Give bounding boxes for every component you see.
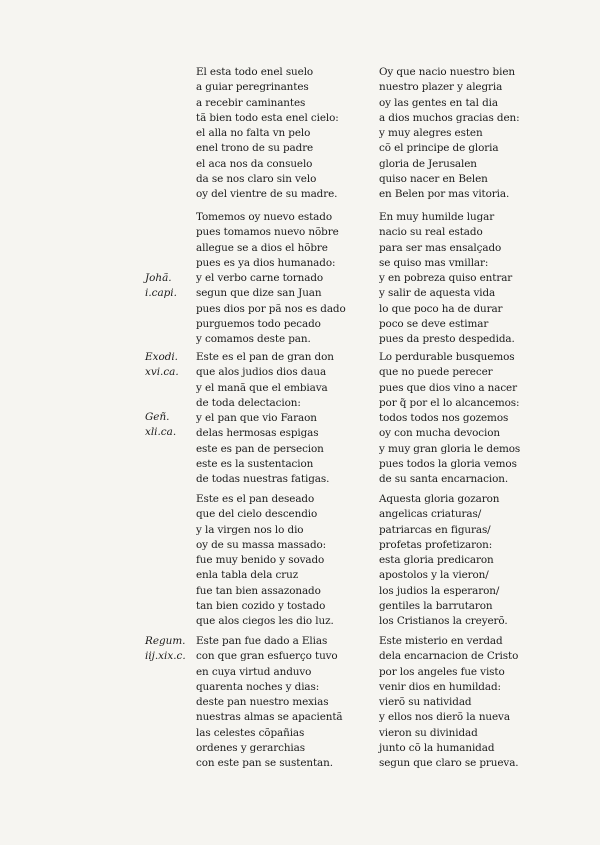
verse-line: enla tabla dela cruz [196,569,299,582]
verse-line: el aca nos da consuelo [196,157,313,170]
verse-line: deste pan nuestro mexias [196,696,329,709]
verse-line: oy las gentes en tal dia [379,96,498,109]
verse-line: de todas nuestras fatigas. [196,473,330,486]
verse-line: quarenta noches y dias: [196,680,320,693]
verse-line: y salir de aquesta vida [379,287,496,300]
verse-line: quiso nacer en Belen [379,173,488,186]
left-stanza-5 [196,634,371,772]
right-stanza-1 [379,65,539,203]
verse-line: con que gran esfuerço tuvo [196,650,338,663]
verse-line: para ser mas ensalçado [379,241,502,254]
verse-line: nacio su real estado [379,226,483,239]
verse-line: nuestras almas se apacientã [196,711,343,724]
verse-line: da se nos claro sin velo [196,173,317,186]
left-stanza-4 [196,492,371,630]
verse-line: segun que claro se prueva. [379,757,519,770]
verse-line: pues que dios vino a nacer [379,381,517,394]
verse-line: oy de su massa massado: [196,538,327,551]
verse-line: pues es ya dios humanado: [196,256,336,269]
verse-line: apostolos y la vieron/ [379,569,489,582]
verse-line: este es la sustentacion [196,458,314,471]
verse-line: con este pan se sustentan. [196,757,333,770]
verse-line: gloria de Jerusalen [379,157,477,170]
verse-line: venir dios en humildad: [379,680,501,693]
verse-line: oy con mucha devocion [379,427,500,440]
verse-line: purguemos todo pecado [196,318,321,331]
verse-line: el alla no falta vn pelo [196,127,311,140]
verse-line: fue muy benido y sovado [196,554,325,567]
verse-line: oy del vientre de su madre. [196,188,338,201]
note-line: Exodi. [145,351,178,363]
note-line: Regum. [145,635,186,647]
verse-line: y el verbo carne tornado [196,272,324,285]
right-stanza-5 [379,634,539,772]
verse-line: y ellos nos dierõ la nueva [379,711,510,724]
right-stanza-3 [379,350,539,488]
verse-line: tã bien todo esta enel cielo: [196,111,339,124]
left-stanza-1 [196,65,371,203]
verse-line: vierõ su natividad [379,696,472,709]
verse-line: pues todos la gloria vemos [379,458,517,471]
margin-note-exodi [145,350,193,381]
verse-line: a guiar peregrinantes [196,81,309,94]
note-line: Johã. [145,272,172,284]
verse-line: Aquesta gloria gozaron [379,493,500,505]
verse-line: enel trono de su padre [196,142,314,155]
verse-line: patriarcas en figuras/ [379,523,491,536]
verse-line: Tomemos oy nuevo estado [196,211,332,223]
verse-line: y comamos deste pan. [196,333,311,346]
verse-line: allegue se a dios el hõbre [196,241,328,254]
verse-line: segun que dize san Juan [196,287,322,300]
verse-line: ordenes y gerarchias [196,742,305,755]
note-line: i.capi. [145,287,177,300]
verse-line: pues dios por pã nos es dado [196,302,346,315]
verse-line: Lo perdurable busquemos [379,351,515,363]
verse-line: tan bien cozido y tostado [196,600,326,613]
verse-line: Este misterio en verdad [379,635,503,647]
verse-line: los Cristianos la creyerõ. [379,615,508,628]
note-line: xvi.ca. [145,366,179,379]
verse-line: poco se deve estimar [379,318,489,331]
verse-line: lo que poco ha de durar [379,302,503,315]
verse-line: dela encarnacion de Cristo [379,650,519,663]
verse-line: fue tan bien assazonado [196,584,321,597]
margin-note-regum [145,634,193,665]
verse-line: que no puede perecer [379,366,493,379]
verse-line: El esta todo enel suelo [196,66,314,78]
note-line: Geñ. [145,411,170,423]
verse-line: nuestro plazer y alegria [379,81,503,94]
verse-line: de su santa encarnacion. [379,473,509,486]
verse-line: las celestes cõpañias [196,726,305,739]
verse-line: por q̃ por el lo alcancemos: [379,396,520,409]
verse-line: que del cielo descendio [196,508,318,521]
verse-line: delas hermosas espigas [196,427,319,440]
verse-line: en Belen por mas vitoria. [379,188,510,201]
verse-line: y el manã que el embiava [196,381,328,394]
left-stanza-2 [196,210,371,348]
verse-line: Este pan fue dado a Elias [196,635,328,647]
verse-line: que alos judios dios daua [196,366,327,379]
note-line: iij.xix.c. [145,650,186,663]
verse-line: que alos ciegos les dio luz. [196,615,334,628]
verse-line: este es pan de persecion [196,442,324,455]
margin-note-johan [145,271,193,302]
verse-line: y el pan que vio Faraon [196,412,317,425]
verse-line: Este es el pan deseado [196,493,315,505]
note-line: xli.ca. [145,426,177,439]
verse-line: vieron su divinidad [379,726,478,739]
verse-line: y muy gran gloria le demos [379,442,521,455]
right-stanza-4 [379,492,539,630]
left-stanza-3 [196,350,371,488]
verse-line: en cuya virtud anduvo [196,665,312,678]
verse-line: de toda delectacion: [196,396,301,409]
verse-line: pues da presto despedida. [379,333,515,346]
verse-line: junto cõ la humanidad [379,742,495,755]
verse-line: a dios muchos gracias den: [379,111,520,124]
verse-line: Este es el pan de gran don [196,351,334,363]
verse-line: y en pobreza quiso entrar [379,272,513,285]
verse-line: pues tomamos nuevo nõbre [196,226,339,239]
verse-line: angelicas criaturas/ [379,508,482,521]
margin-note-gen [145,410,193,441]
verse-line: y muy alegres esten [379,127,483,140]
verse-line: gentiles la barrutaron [379,600,493,613]
verse-line: En muy humilde lugar [379,211,495,223]
verse-line: a recebir caminantes [196,96,306,109]
verse-line: todos todos nos gozemos [379,412,509,425]
verse-line: por los angeles fue visto [379,665,505,678]
verse-line: profetas profetizaron: [379,538,493,551]
verse-line: y la virgen nos lo dio [196,523,304,536]
verse-line: esta gloria predicaron [379,554,494,567]
verse-line: se quiso mas vmillar: [379,256,489,269]
verse-line: los judios la esperaron/ [379,584,500,597]
right-stanza-2 [379,210,539,348]
verse-line: Oy que nacio nuestro bien [379,66,515,78]
verse-line: cõ el principe de gloria [379,142,499,155]
